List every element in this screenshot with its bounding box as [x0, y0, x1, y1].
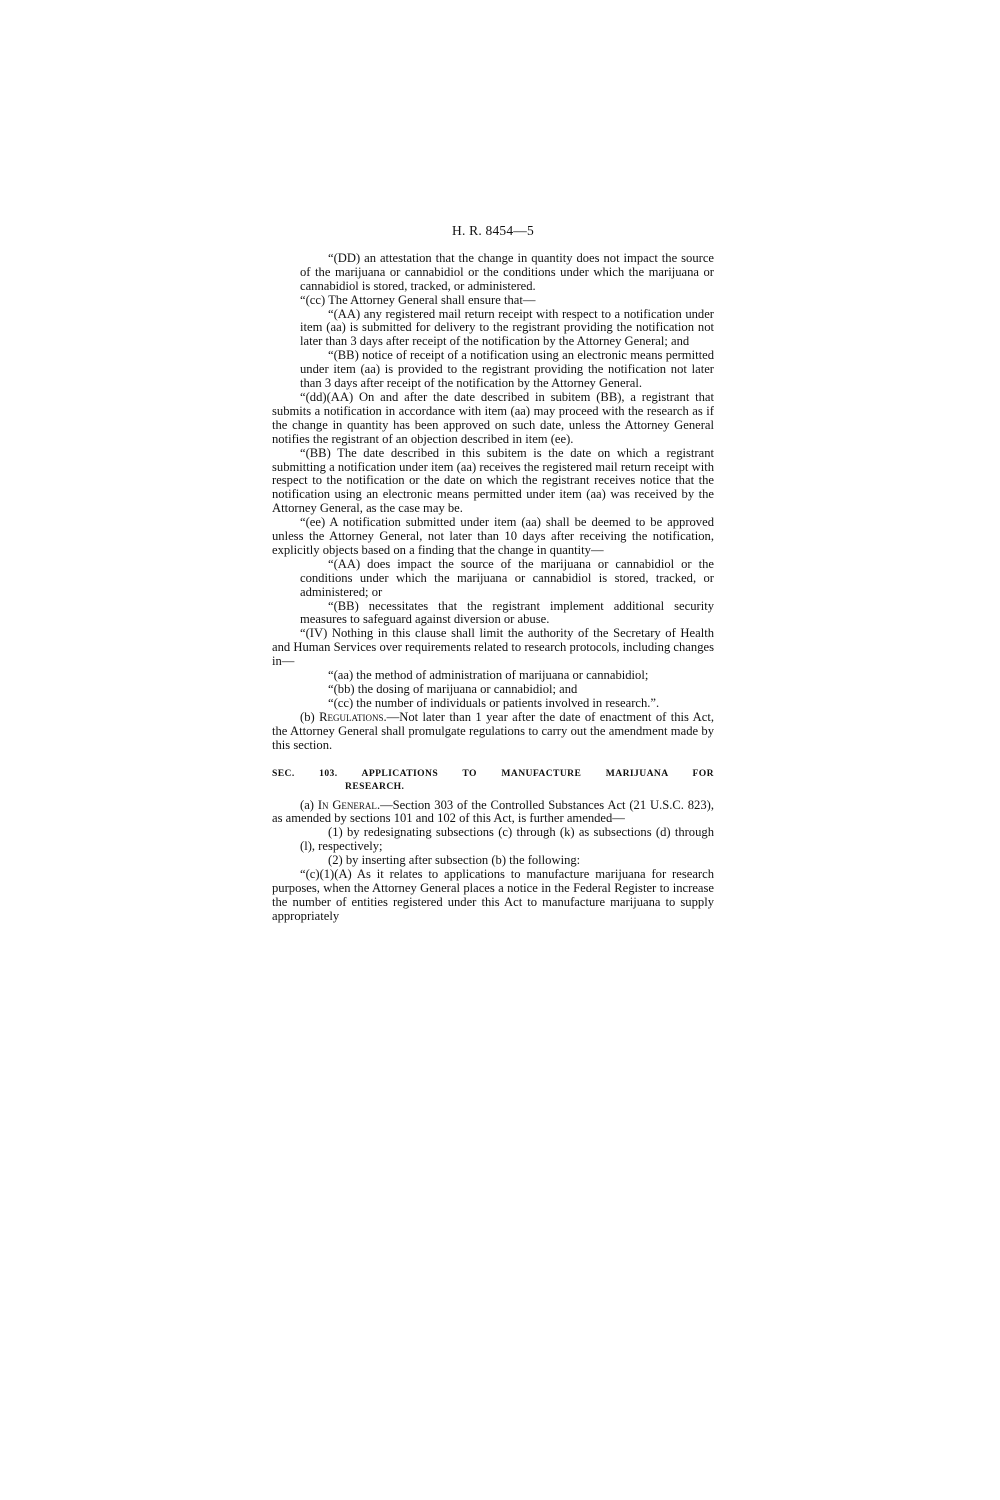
- general-text: .—Section 303 of the Controlled Substances Act (21 U.S.C. 823), as amended by sections 101 and 102 of this Act, is further amended—: [272, 797, 714, 826]
- clause-ee: “(ee) A notification submitted under item (aa) shall be deemed to be approved unless the Attorney General, not later than 10 days after receiving the notification, explicitly objects based on a finding that the change in quantity—: [272, 515, 714, 557]
- clause-iv-cc: “(cc) the number of individuals or patients involved in research.”.: [328, 695, 660, 710]
- clause-dd-attestation: “(DD) an attestation that the change in quantity does not impact the source of the marijuana or cannabidiol or the conditions under which the marijuana or cannabidiol is stored, tracked, or administered.: [300, 250, 714, 293]
- regulations-lead: (b): [300, 709, 320, 724]
- clause-cc-bb: “(BB) notice of receipt of a notification using an electronic means permitted under item (aa) is provided to the registrant providing the notification not later than 3 days after receipt of the notification by the Attorney General.: [300, 348, 714, 391]
- clause-c-1-a: “(c)(1)(A) As it relates to applications to manufacture marijuana for research purposes, when the Attorney General places a notice in the Federal Register to increase the number of entities registered under this Act to manufacture marijuana to supply appropriately: [272, 867, 714, 923]
- item-1: (1) by redesignating subsections (c) through (k) as subsections (d) through (l), respectively;: [300, 825, 714, 854]
- clause-iv-aa: “(aa) the method of administration of marijuana or cannabidiol;: [328, 668, 649, 683]
- clause-cc-aa: “(AA) any registered mail return receipt with respect to a notification under item (aa) is submitted for delivery to the registrant providing the notification not later than 3 days after receipt of the notification by the Attorney General; and: [300, 306, 714, 349]
- section-heading-line1: SEC. 103. APPLICATIONS TO MANUFACTURE MARIJUANA FOR: [272, 767, 714, 779]
- clause-dd-aa: “(dd)(AA) On and after the date described in subitem (BB), a registrant that submits a notification in accordance with item (aa) may proceed with the research as if the change in quantity has been approved on such date, unless the Attorney General notifies the registrant of an objection described in item (ee).: [272, 389, 714, 446]
- regulations-paragraph: [272, 711, 714, 753]
- clause-dd-bb: “(BB) The date described in this subitem is the date on which a registrant submitting a notification under item (aa) receives the registered mail return receipt with respect to the notification or the date on which the registrant receives notice that the notification using an electronic means permitted under item (aa) was received by the Attorney General, as the case may be.: [272, 445, 714, 516]
- clause-iv-bb: “(bb) the dosing of marijuana or cannabidiol; and: [328, 682, 578, 696]
- regulations-text: .—Not later than 1 year after the date of enactment of this Act, the Attorney General shall promulgate regulations to carry out the amendment made by this section.: [272, 709, 714, 752]
- clause-ee-bb: “(BB) necessitates that the registrant implement additional security measures to safeguard against diversion or abuse.: [300, 598, 714, 627]
- document-page: [272, 224, 714, 924]
- general-paragraph: [272, 799, 714, 827]
- clause-ee-aa: “(AA) does impact the source of the marijuana or cannabidiol or the conditions under which the marijuana or cannabidiol is stored, tracked, or administered; or: [300, 556, 714, 599]
- general-lead: (a): [300, 797, 318, 812]
- clause-cc: “(cc) The Attorney General shall ensure that—: [300, 292, 536, 307]
- regulations-heading: Regulations: [319, 709, 384, 724]
- section-heading-line2: RESEARCH.: [345, 780, 405, 792]
- page-header: H. R. 8454—5: [452, 223, 534, 238]
- clause-iv: “(IV) Nothing in this clause shall limit the authority of the Secretary of Health and Human Services over requirements related to research protocols, including changes in—: [272, 626, 714, 669]
- general-heading: In General: [317, 797, 377, 812]
- section-heading: [272, 767, 714, 793]
- item-2: (2) by inserting after subsection (b) the following:: [328, 853, 581, 868]
